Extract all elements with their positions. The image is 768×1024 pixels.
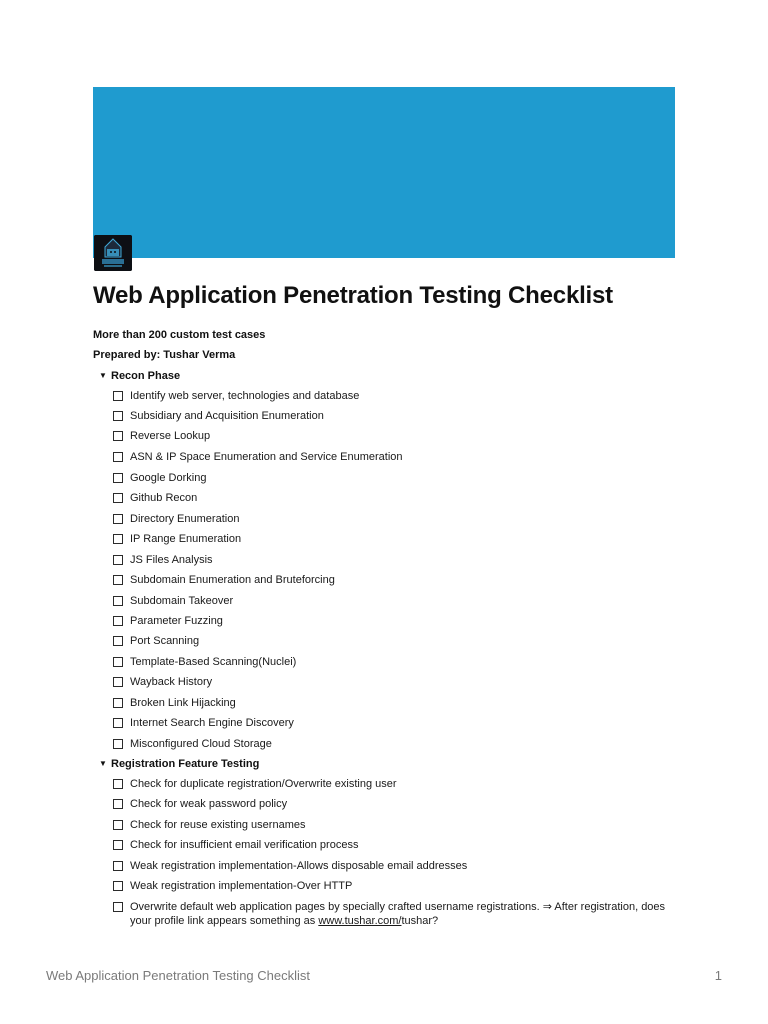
profile-link[interactable]: www.tushar.com/	[318, 915, 402, 927]
todo-text: Check for insufficient email verification process	[130, 839, 359, 851]
checkbox-icon[interactable]	[113, 881, 123, 891]
todo-text: Internet Search Engine Discovery	[130, 717, 294, 729]
checkbox-icon[interactable]	[113, 411, 123, 421]
todo-item	[113, 818, 678, 832]
checkbox-icon[interactable]	[113, 452, 123, 462]
page-number: 1	[714, 968, 722, 983]
subtitle: More than 200 custom test cases	[93, 329, 266, 341]
todo-text: Check for weak password policy	[130, 798, 288, 810]
checkbox-icon[interactable]	[113, 575, 123, 585]
todo-text: Github Recon	[130, 492, 198, 504]
todo-item	[113, 409, 678, 423]
todo-item	[113, 594, 678, 608]
todo-text: Template-Based Scanning(Nuclei)	[130, 656, 297, 668]
toggle-recon-phase[interactable]	[99, 369, 180, 383]
todo-item	[113, 553, 678, 567]
checkbox-icon[interactable]	[113, 820, 123, 830]
toggle-heading: Registration Feature Testing	[111, 758, 260, 770]
triangle-down-icon[interactable]: ▼	[99, 759, 107, 768]
toggle-registration-feature-testing[interactable]	[99, 757, 259, 771]
todo-text: Weak registration implementation-Allows disposable email addresses	[130, 860, 468, 872]
checkbox-icon[interactable]	[113, 718, 123, 728]
todo-item	[113, 716, 678, 730]
todo-text: Directory Enumeration	[130, 513, 240, 525]
todo-text: Google Dorking	[130, 472, 207, 484]
checkbox-icon[interactable]	[113, 473, 123, 483]
todo-item	[113, 573, 678, 587]
todo-item	[113, 634, 678, 648]
checkbox-icon[interactable]	[113, 514, 123, 524]
checkbox-icon[interactable]	[113, 493, 123, 503]
todo-text: Broken Link Hijacking	[130, 697, 236, 709]
todo-item	[113, 879, 678, 893]
triangle-down-icon[interactable]: ▼	[99, 371, 107, 380]
todo-text: Reverse Lookup	[130, 430, 211, 442]
todo-item	[113, 797, 678, 811]
todo-item	[113, 737, 678, 751]
todo-text: Port Scanning	[130, 635, 200, 647]
todo-text: Check for duplicate registration/Overwrite existing user	[130, 778, 397, 790]
todo-item	[113, 859, 678, 873]
checkbox-icon[interactable]	[113, 840, 123, 850]
checkbox-icon[interactable]	[113, 657, 123, 667]
page-title: Web Application Penetration Testing Checklist	[93, 282, 613, 309]
todo-text: ASN & IP Space Enumeration and Service Enumeration	[130, 451, 403, 463]
todo-item	[113, 900, 678, 928]
todo-item	[113, 389, 678, 403]
toggle-heading: Recon Phase	[111, 370, 181, 382]
checkbox-icon[interactable]	[113, 534, 123, 544]
todo-item	[113, 471, 678, 485]
todo-item	[113, 696, 678, 710]
checkbox-icon[interactable]	[113, 636, 123, 646]
cover-banner	[93, 87, 675, 258]
todo-item	[113, 532, 678, 546]
checkbox-icon[interactable]	[113, 739, 123, 749]
footer-title: Web Application Penetration Testing Checklist	[46, 968, 311, 983]
checkbox-icon[interactable]	[113, 555, 123, 565]
todo-text: Check for reuse existing usernames	[130, 819, 306, 831]
checkbox-icon[interactable]	[113, 902, 123, 912]
todo-text: IP Range Enumeration	[130, 533, 242, 545]
checkbox-icon[interactable]	[113, 596, 123, 606]
checkbox-icon[interactable]	[113, 677, 123, 687]
hacker-logo-icon	[94, 235, 132, 271]
todo-text: Wayback History	[130, 676, 213, 688]
todo-item	[113, 512, 678, 526]
todo-item	[113, 491, 678, 505]
checkbox-icon[interactable]	[113, 391, 123, 401]
todo-item	[113, 777, 678, 791]
checkbox-icon[interactable]	[113, 616, 123, 626]
todo-item	[113, 675, 678, 689]
todo-text: Subdomain Takeover	[130, 595, 234, 607]
todo-item	[113, 838, 678, 852]
checkbox-icon[interactable]	[113, 431, 123, 441]
checkbox-icon[interactable]	[113, 698, 123, 708]
todo-text: Parameter Fuzzing	[130, 615, 223, 627]
todo-text: Subsidiary and Acquisition Enumeration	[130, 410, 324, 422]
todo-text: JS Files Analysis	[130, 554, 213, 566]
checkbox-icon[interactable]	[113, 779, 123, 789]
todo-item	[113, 429, 678, 443]
todo-text: Weak registration implementation-Over HTTP	[130, 880, 353, 892]
todo-text-with-link	[130, 900, 678, 928]
todo-text: Identify web server, technologies and database	[130, 390, 360, 402]
todo-item	[113, 655, 678, 669]
todo-item	[113, 614, 678, 628]
todo-item	[113, 450, 678, 464]
checkbox-icon[interactable]	[113, 799, 123, 809]
checkbox-icon[interactable]	[113, 861, 123, 871]
todo-text: Subdomain Enumeration and Bruteforcing	[130, 574, 335, 586]
todo-text: Misconfigured Cloud Storage	[130, 738, 272, 750]
prepared-by: Prepared by: Tushar Verma	[93, 349, 236, 361]
todo-text-part: tushar?	[401, 915, 439, 927]
todo-text-part: Overwrite default web application pages by specially crafted username registrations. ⇒ After registration, does your profile link appears something as	[130, 901, 666, 927]
